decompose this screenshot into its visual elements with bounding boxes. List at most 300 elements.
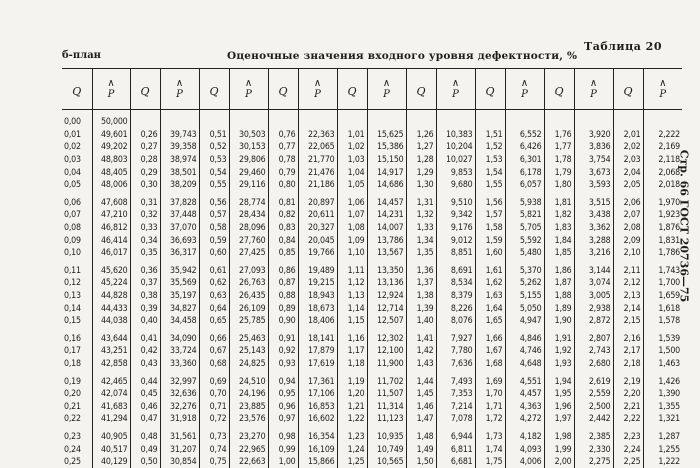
cell-p-value: 1,578 xyxy=(643,315,682,328)
cell-p-value: 14,917 xyxy=(367,166,406,179)
cell-q-value: 2,06 xyxy=(613,197,643,210)
cell-q-value: 0,83 xyxy=(268,222,298,235)
table-row xyxy=(62,388,682,401)
cell-p-value: 2,385 xyxy=(574,431,613,444)
cell-p-value: 2,559 xyxy=(574,388,613,401)
header-q xyxy=(199,69,229,110)
cell-q-value: 2,22 xyxy=(613,413,643,426)
cell-p-value: 31,207 xyxy=(160,443,199,456)
cell-q-value: 1,59 xyxy=(475,234,505,247)
cell-q-value: 1,43 xyxy=(406,358,436,371)
cell-p-value: 24,825 xyxy=(229,358,268,371)
cell-q-value: 0,27 xyxy=(130,141,160,154)
table-row xyxy=(62,247,682,260)
cell-q-value: 0,75 xyxy=(199,456,229,468)
cell-q-value: 2,23 xyxy=(613,431,643,444)
header-q xyxy=(613,69,643,110)
cell-q-value: 1,99 xyxy=(544,443,574,456)
cell-p-value: 6,426 xyxy=(505,141,544,154)
cell-p-value: 15,866 xyxy=(298,456,337,468)
cell-q-value: 1,45 xyxy=(406,388,436,401)
cell-q-value: 1,94 xyxy=(544,375,574,388)
header-p-hat xyxy=(298,69,337,110)
cell-p-value: 9,012 xyxy=(436,234,475,247)
cell-q-value: 0,15 xyxy=(62,315,92,328)
cell-q-value: 1,80 xyxy=(544,179,574,192)
cell-p-value: 8,379 xyxy=(436,290,475,303)
cell-q-value: 0,95 xyxy=(268,388,298,401)
cell-q-value: 1,68 xyxy=(475,358,505,371)
cell-q-value: 1,74 xyxy=(475,443,505,456)
cell-p-value: 7,780 xyxy=(436,345,475,358)
header-p-label: ∧ P xyxy=(521,78,528,100)
table-row xyxy=(62,277,682,290)
cell-p-value: 4,746 xyxy=(505,345,544,358)
cell-p-value: 40,905 xyxy=(92,431,130,444)
cell-q-value: 0,30 xyxy=(130,179,160,192)
cell-q-value xyxy=(337,110,367,129)
cell-q-value: 2,14 xyxy=(613,302,643,315)
table-number: Таблица 20 xyxy=(584,40,662,53)
cell-p-value: 46,414 xyxy=(92,234,130,247)
cell-p-value: 26,109 xyxy=(229,302,268,315)
header-q-label: Q xyxy=(416,85,425,98)
cell-q-value: 1,25 xyxy=(337,456,367,468)
cell-q-value: 1,35 xyxy=(406,247,436,260)
table-row xyxy=(62,290,682,303)
table-row xyxy=(62,431,682,444)
cell-q-value: 2,05 xyxy=(613,179,643,192)
cell-q-value: 0,92 xyxy=(268,345,298,358)
cell-q-value: 0,02 xyxy=(62,141,92,154)
cell-q-value: 1,46 xyxy=(406,400,436,413)
table-row xyxy=(62,110,682,129)
cell-p-value: 24,510 xyxy=(229,375,268,388)
cell-q-value: 2,09 xyxy=(613,234,643,247)
cell-p-value: 2,222 xyxy=(643,129,682,142)
cell-p-value: 2,275 xyxy=(574,456,613,468)
cell-q-value: 0,24 xyxy=(62,443,92,456)
cell-p-value: 15,625 xyxy=(367,129,406,142)
cell-p-value: 34,827 xyxy=(160,302,199,315)
cell-p-value: 1,463 xyxy=(643,358,682,371)
header-q xyxy=(268,69,298,110)
cell-p-value: 3,673 xyxy=(574,166,613,179)
cell-q-value: 0,17 xyxy=(62,345,92,358)
cell-p-value: 6,301 xyxy=(505,154,544,167)
cell-p-value: 9,510 xyxy=(436,197,475,210)
cell-q-value: 0,99 xyxy=(268,443,298,456)
cell-q-value: 1,23 xyxy=(337,431,367,444)
cell-p-value: 11,900 xyxy=(367,358,406,371)
cell-p-value: 27,425 xyxy=(229,247,268,260)
cell-p-value: 10,027 xyxy=(436,154,475,167)
table-header-row xyxy=(62,69,682,110)
cell-q-value: 1,57 xyxy=(475,209,505,222)
cell-q-value: 1,60 xyxy=(475,247,505,260)
cell-p-value: 36,317 xyxy=(160,247,199,260)
cell-p-value: 3,515 xyxy=(574,197,613,210)
cell-p-value: 23,885 xyxy=(229,400,268,413)
cell-q-value: 1,18 xyxy=(337,358,367,371)
cell-q-value: 0,21 xyxy=(62,400,92,413)
cell-p-value: 5,480 xyxy=(505,247,544,260)
cell-p-value: 48,803 xyxy=(92,154,130,167)
header-q-label: Q xyxy=(140,85,149,98)
cell-q-value: 1,72 xyxy=(475,413,505,426)
cell-p-value: 43,644 xyxy=(92,333,130,346)
cell-q-value: 2,13 xyxy=(613,290,643,303)
cell-p-value: 13,136 xyxy=(367,277,406,290)
cell-p-value: 28,434 xyxy=(229,209,268,222)
cell-p-value: 2,619 xyxy=(574,375,613,388)
cell-q-value: 0,58 xyxy=(199,222,229,235)
cell-q-value: 0,09 xyxy=(62,234,92,247)
cell-q-value: 0,14 xyxy=(62,302,92,315)
cell-p-value: 1,618 xyxy=(643,302,682,315)
cell-q-value: 0,84 xyxy=(268,234,298,247)
cell-p-value: 43,251 xyxy=(92,345,130,358)
cell-q-value: 1,27 xyxy=(406,141,436,154)
cell-p-value: 2,330 xyxy=(574,443,613,456)
cell-p-value: 1,970 xyxy=(643,197,682,210)
cell-p-value: 25,463 xyxy=(229,333,268,346)
cell-p-value: 46,812 xyxy=(92,222,130,235)
cell-q-value: 0,62 xyxy=(199,277,229,290)
cell-q-value: 1,10 xyxy=(337,247,367,260)
cell-p-value: 6,681 xyxy=(436,456,475,468)
cell-p-value: 48,006 xyxy=(92,179,130,192)
cell-p-value: 30,854 xyxy=(160,456,199,468)
cell-q-value: 1,53 xyxy=(475,154,505,167)
cell-q-value: 1,82 xyxy=(544,209,574,222)
cell-p-value: 4,363 xyxy=(505,400,544,413)
cell-p-value: 35,197 xyxy=(160,290,199,303)
cell-q-value: 2,04 xyxy=(613,166,643,179)
cell-p-value: 1,222 xyxy=(643,456,682,468)
cell-q-value: 0,49 xyxy=(130,443,160,456)
cell-p-value: 5,705 xyxy=(505,222,544,235)
cell-p-value: 12,924 xyxy=(367,290,406,303)
cell-q-value: 1,73 xyxy=(475,431,505,444)
cell-p-value: 40,129 xyxy=(92,456,130,468)
header-p-label: ∧ P xyxy=(452,78,459,100)
cell-q-value: 0,73 xyxy=(199,431,229,444)
cell-p-value: 12,507 xyxy=(367,315,406,328)
cell-p-value: 50,000 xyxy=(92,110,130,129)
cell-p-value: 29,116 xyxy=(229,179,268,192)
cell-q-value: 1,55 xyxy=(475,179,505,192)
cell-q-value: 1,01 xyxy=(337,129,367,142)
cell-p-value: 19,766 xyxy=(298,247,337,260)
cell-q-value xyxy=(544,110,574,129)
cell-p-value: 11,123 xyxy=(367,413,406,426)
cell-p-value: 7,636 xyxy=(436,358,475,371)
cell-q-value: 1,69 xyxy=(475,375,505,388)
table-row xyxy=(62,375,682,388)
cell-q-value: 0,78 xyxy=(268,154,298,167)
cell-p-value: 1,743 xyxy=(643,265,682,278)
cell-q-value: 1,03 xyxy=(337,154,367,167)
cell-q-value: 0,12 xyxy=(62,277,92,290)
cell-p-value: 49,202 xyxy=(92,141,130,154)
cell-q-value: 2,21 xyxy=(613,400,643,413)
cell-q-value: 1,09 xyxy=(337,234,367,247)
cell-p-value: 1,539 xyxy=(643,333,682,346)
cell-q-value: 1,78 xyxy=(544,154,574,167)
cell-q-value: 1,76 xyxy=(544,129,574,142)
cell-p-value: 39,743 xyxy=(160,129,199,142)
cell-p-value: 10,204 xyxy=(436,141,475,154)
cell-p-value: 26,763 xyxy=(229,277,268,290)
cell-q-value: 0,47 xyxy=(130,413,160,426)
cell-q-value: 0,10 xyxy=(62,247,92,260)
cell-q-value: 1,61 xyxy=(475,265,505,278)
cell-q-value: 0,20 xyxy=(62,388,92,401)
header-q-label: Q xyxy=(485,85,494,98)
cell-p-value: 23,270 xyxy=(229,431,268,444)
cell-p-value: 49,601 xyxy=(92,129,130,142)
header-p-hat xyxy=(367,69,406,110)
cell-q-value: 1,90 xyxy=(544,315,574,328)
cell-p-value: 2,938 xyxy=(574,302,613,315)
cell-q-value: 0,93 xyxy=(268,358,298,371)
cell-q-value: 0,05 xyxy=(62,179,92,192)
cell-p-value: 4,457 xyxy=(505,388,544,401)
cell-p-value: 36,693 xyxy=(160,234,199,247)
cell-q-value: 0,66 xyxy=(199,333,229,346)
cell-q-value: 0,03 xyxy=(62,154,92,167)
cell-p-value: 27,093 xyxy=(229,265,268,278)
cell-q-value: 2,20 xyxy=(613,388,643,401)
cell-p-value: 14,457 xyxy=(367,197,406,210)
cell-p-value xyxy=(505,110,544,129)
cell-p-value: 6,552 xyxy=(505,129,544,142)
cell-p-value: 3,216 xyxy=(574,247,613,260)
cell-q-value: 1,75 xyxy=(475,456,505,468)
cell-q-value: 2,00 xyxy=(544,456,574,468)
cell-p-value: 13,567 xyxy=(367,247,406,260)
cell-q-value: 1,52 xyxy=(475,141,505,154)
cell-p-value: 9,176 xyxy=(436,222,475,235)
cell-q-value xyxy=(199,110,229,129)
cell-p-value: 41,294 xyxy=(92,413,130,426)
cell-p-value: 12,302 xyxy=(367,333,406,346)
cell-q-value: 1,97 xyxy=(544,413,574,426)
cell-p-value: 34,090 xyxy=(160,333,199,346)
data-table-wrapper xyxy=(62,68,662,446)
cell-p-value: 27,760 xyxy=(229,234,268,247)
cell-q-value: 1,56 xyxy=(475,197,505,210)
cell-p-value: 32,997 xyxy=(160,375,199,388)
cell-q-value: 1,51 xyxy=(475,129,505,142)
cell-p-value: 11,702 xyxy=(367,375,406,388)
cell-p-value: 7,493 xyxy=(436,375,475,388)
cell-q-value: 0,57 xyxy=(199,209,229,222)
cell-q-value: 1,79 xyxy=(544,166,574,179)
cell-p-value: 20,897 xyxy=(298,197,337,210)
cell-q-value: 1,21 xyxy=(337,400,367,413)
cell-p-value: 32,636 xyxy=(160,388,199,401)
cell-p-value: 1,321 xyxy=(643,413,682,426)
cell-p-value: 15,150 xyxy=(367,154,406,167)
cell-q-value: 0,29 xyxy=(130,166,160,179)
cell-p-value: 48,405 xyxy=(92,166,130,179)
cell-p-value: 2,807 xyxy=(574,333,613,346)
cell-p-value: 7,214 xyxy=(436,400,475,413)
cell-p-value: 1,390 xyxy=(643,388,682,401)
cell-q-value: 1,89 xyxy=(544,302,574,315)
cell-q-value: 1,47 xyxy=(406,413,436,426)
cell-q-value: 0,43 xyxy=(130,358,160,371)
cell-p-value: 17,361 xyxy=(298,375,337,388)
cell-p-value: 35,569 xyxy=(160,277,199,290)
cell-q-value: 1,98 xyxy=(544,431,574,444)
cell-p-value: 8,226 xyxy=(436,302,475,315)
header-p-hat xyxy=(229,69,268,110)
cell-q-value: 1,02 xyxy=(337,141,367,154)
cell-q-value: 1,84 xyxy=(544,234,574,247)
cell-q-value: 0,94 xyxy=(268,375,298,388)
table-row xyxy=(62,333,682,346)
header-q-label: Q xyxy=(209,85,218,98)
cell-p-value: 3,362 xyxy=(574,222,613,235)
cell-q-value: 1,40 xyxy=(406,315,436,328)
cell-p-value: 3,438 xyxy=(574,209,613,222)
cell-q-value: 0,34 xyxy=(130,234,160,247)
cell-q-value: 2,25 xyxy=(613,456,643,468)
cell-q-value: 0,28 xyxy=(130,154,160,167)
cell-q-value: 0,41 xyxy=(130,333,160,346)
cell-p-value: 29,806 xyxy=(229,154,268,167)
cell-q-value: 1,93 xyxy=(544,358,574,371)
table-row xyxy=(62,197,682,210)
cell-q-value: 0,32 xyxy=(130,209,160,222)
cell-q-value: 0,52 xyxy=(199,141,229,154)
cell-q-value: 0,06 xyxy=(62,197,92,210)
table-row xyxy=(62,456,682,468)
cell-p-value: 29,460 xyxy=(229,166,268,179)
cell-p-value: 10,383 xyxy=(436,129,475,142)
table-row xyxy=(62,443,682,456)
cell-p-value: 31,561 xyxy=(160,431,199,444)
cell-q-value: 0,36 xyxy=(130,265,160,278)
cell-p-value xyxy=(367,110,406,129)
cell-q-value: 0,77 xyxy=(268,141,298,154)
cell-p-value: 1,786 xyxy=(643,247,682,260)
header-q xyxy=(62,69,92,110)
cell-q-value: 0,16 xyxy=(62,333,92,346)
cell-p-value: 38,974 xyxy=(160,154,199,167)
cell-q-value: 0,19 xyxy=(62,375,92,388)
header-p-label: ∧ P xyxy=(176,78,183,100)
cell-q-value xyxy=(268,110,298,129)
cell-p-value: 2,068 xyxy=(643,166,682,179)
header-q xyxy=(406,69,436,110)
cell-p-value: 3,593 xyxy=(574,179,613,192)
header-q-label: Q xyxy=(72,85,81,98)
cell-q-value: 1,77 xyxy=(544,141,574,154)
cell-p-value: 4,846 xyxy=(505,333,544,346)
cell-q-value: 2,11 xyxy=(613,265,643,278)
cell-q-value: 2,07 xyxy=(613,209,643,222)
cell-q-value: 1,50 xyxy=(406,456,436,468)
cell-q-value: 1,41 xyxy=(406,333,436,346)
cell-p-value: 33,360 xyxy=(160,358,199,371)
cell-p-value: 15,386 xyxy=(367,141,406,154)
cell-q-value: 2,19 xyxy=(613,375,643,388)
cell-q-value: 2,24 xyxy=(613,443,643,456)
cell-q-value: 0,18 xyxy=(62,358,92,371)
cell-q-value: 2,03 xyxy=(613,154,643,167)
cell-q-value: 0,76 xyxy=(268,129,298,142)
defect-level-table xyxy=(62,68,682,468)
cell-q-value: 0,08 xyxy=(62,222,92,235)
cell-p-value: 5,155 xyxy=(505,290,544,303)
cell-p-value: 10,565 xyxy=(367,456,406,468)
cell-p-value: 17,619 xyxy=(298,358,337,371)
cell-q-value: 2,08 xyxy=(613,222,643,235)
cell-q-value: 1,24 xyxy=(337,443,367,456)
cell-q-value: 1,37 xyxy=(406,277,436,290)
cell-p-value: 1,923 xyxy=(643,209,682,222)
cell-p-value: 32,276 xyxy=(160,400,199,413)
cell-p-value: 42,465 xyxy=(92,375,130,388)
cell-p-value: 44,828 xyxy=(92,290,130,303)
cell-p-value: 7,078 xyxy=(436,413,475,426)
cell-p-value: 1,700 xyxy=(643,277,682,290)
cell-q-value xyxy=(613,110,643,129)
cell-q-value: 1,34 xyxy=(406,234,436,247)
cell-p-value: 42,074 xyxy=(92,388,130,401)
cell-p-value: 9,853 xyxy=(436,166,475,179)
cell-p-value: 3,074 xyxy=(574,277,613,290)
cell-q-value: 0,39 xyxy=(130,302,160,315)
header-q xyxy=(130,69,160,110)
table-row xyxy=(62,141,682,154)
cell-p-value: 4,551 xyxy=(505,375,544,388)
cell-p-value: 4,006 xyxy=(505,456,544,468)
cell-p-value: 3,288 xyxy=(574,234,613,247)
table-row xyxy=(62,234,682,247)
cell-q-value: 2,17 xyxy=(613,345,643,358)
cell-p-value: 13,786 xyxy=(367,234,406,247)
cell-q-value: 0,55 xyxy=(199,179,229,192)
cell-p-value: 41,683 xyxy=(92,400,130,413)
cell-q-value: 1,71 xyxy=(475,400,505,413)
cell-p-value: 2,743 xyxy=(574,345,613,358)
cell-q-value: 1,06 xyxy=(337,197,367,210)
cell-p-value: 4,182 xyxy=(505,431,544,444)
header-p-hat xyxy=(505,69,544,110)
cell-q-value: 0,07 xyxy=(62,209,92,222)
cell-p-value: 1,659 xyxy=(643,290,682,303)
cell-p-value: 35,942 xyxy=(160,265,199,278)
cell-p-value: 39,358 xyxy=(160,141,199,154)
cell-q-value: 0,01 xyxy=(62,129,92,142)
cell-q-value: 1,44 xyxy=(406,375,436,388)
cell-q-value: 0,48 xyxy=(130,431,160,444)
cell-p-value: 3,920 xyxy=(574,129,613,142)
cell-p-value: 13,350 xyxy=(367,265,406,278)
cell-q-value: 1,62 xyxy=(475,277,505,290)
cell-p-value: 21,476 xyxy=(298,166,337,179)
cell-q-value: 0,67 xyxy=(199,345,229,358)
cell-q-value: 1,58 xyxy=(475,222,505,235)
side-page-reference: Стр. 66 ГОСТ 20736—75 xyxy=(678,150,691,303)
cell-p-value: 4,093 xyxy=(505,443,544,456)
cell-q-value: 1,05 xyxy=(337,179,367,192)
